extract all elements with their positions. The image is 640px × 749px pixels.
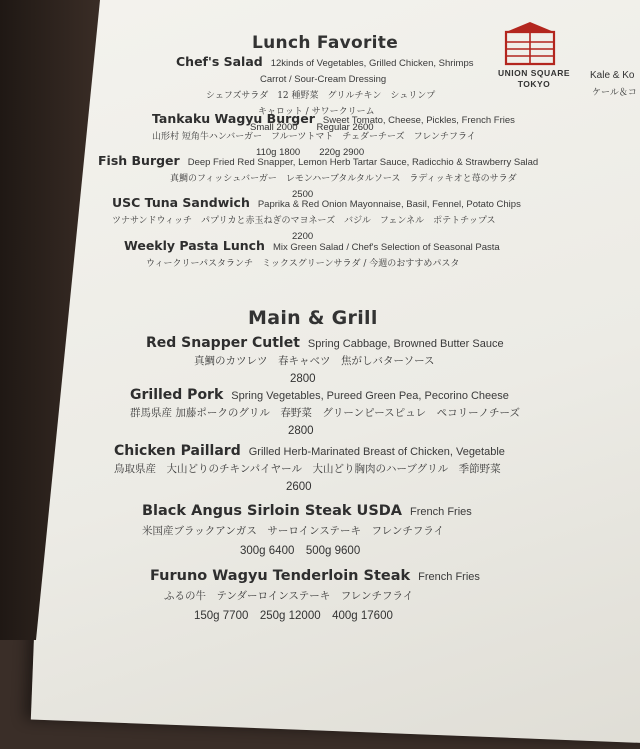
item-jp2: キャロット / サワークリーム: [258, 107, 375, 117]
item-name: USC Tuna Sandwich: [112, 195, 250, 210]
logo-line2: TOKYO: [517, 79, 551, 89]
item-desc: Paprika & Red Onion Mayonnaise, Basil, Fennel, Potato Chips: [257, 199, 521, 210]
item-jp: 鳥取県産 大山どりのチキンパイヤール 大山どり胸肉のハーブグリル 季節野菜: [114, 463, 501, 475]
item-desc: French Fries: [410, 506, 472, 518]
item-desc: Spring Vegetables, Pureed Green Pea, Pecorino Cheese: [231, 390, 509, 402]
menu-item-tuna-sandwich: [112, 196, 521, 244]
item-jp: 真鯛のフィッシュバーガー レモンハーブタルタルソース ラディッキオと苺のサラダ: [170, 174, 517, 184]
menu-item-wagyu-burger: [152, 112, 515, 160]
item-name: Chef's Salad: [176, 54, 263, 69]
item-jp: ウィークリーパスタランチ ミックスグリーンサラダ / 今週のおすすめパスタ: [146, 259, 460, 269]
item-jp: ツナサンドウィッチ パプリカと赤玉ねぎのマヨネーズ バジル フェンネル ポテトチップス: [112, 216, 496, 226]
item-name: Tankaku Wagyu Burger: [152, 111, 315, 126]
item-price: Small 2000 Regular 2600: [250, 122, 374, 133]
item-price: 2800: [288, 425, 314, 437]
item-price: 2500: [292, 189, 314, 200]
menu-item-red-snapper: [146, 335, 504, 388]
item-name: Chicken Paillard: [114, 443, 241, 459]
item-jp: 群馬県産 加藤ポークのグリル 春野菜 グリーンピースピュレ ペコリーノチーズ: [130, 407, 520, 419]
logo-line1: UNION SQUARE: [497, 68, 571, 78]
lunch-section-title: Lunch Favorite: [252, 33, 399, 53]
menu-item-black-angus: [142, 502, 472, 561]
main-section-title: Main & Grill: [248, 307, 378, 329]
menu-item-weekly-pasta: [124, 239, 500, 271]
item-name: Weekly Pasta Lunch: [124, 238, 265, 253]
item-jp: 真鯛のカツレツ 春キャベツ 焦がしバターソース: [194, 355, 435, 367]
item-desc: Spring Cabbage, Browned Butter Sauce: [307, 338, 504, 350]
union-square-logo: [500, 22, 560, 66]
item-desc: Grilled Herb-Marinated Breast of Chicken, Vegetable: [248, 446, 505, 458]
item-desc: Deep Fried Red Snapper, Lemon Herb Tartar Sauce, Radicchio & Strawberry Salad: [187, 157, 539, 168]
item-name: Furuno Wagyu Tenderloin Steak: [150, 568, 411, 584]
item-jp: ふるの牛 テンダーロインステーキ フレンチフライ: [164, 590, 414, 602]
item-jp: 山形村 短角牛ハンバーガー フルーツトマト チェダーチーズ フレンチフライ: [152, 132, 476, 142]
menu-item-furuno-wagyu: [150, 567, 480, 626]
item-price: 150g 7700 250g 12000 400g 17600: [194, 610, 393, 622]
item-price: 300g 6400 500g 9600: [240, 545, 361, 557]
item-jp: 米国産ブラックアンガス サーロインステーキ フレンチフライ: [142, 525, 445, 537]
item-name: Black Angus Sirloin Steak USDA: [142, 503, 403, 519]
item-desc: French Fries: [418, 571, 480, 583]
item-name: Red Snapper Cutlet: [146, 335, 300, 351]
item-desc: Sweet Tomato, Cheese, Pickles, French Fries: [322, 115, 515, 126]
side-item-jp: ケール＆コ: [592, 88, 637, 98]
side-item-label: Kale & Ko: [590, 70, 635, 81]
menu-item-chicken-paillard: [114, 443, 505, 496]
item-desc: 12kinds of Vegetables, Grilled Chicken, Shrimps: [270, 58, 474, 69]
item-name: Grilled Pork: [130, 387, 224, 403]
item-desc2: Carrot / Sour-Cream Dressing: [260, 74, 387, 85]
item-desc: Mix Green Salad / Chef's Selection of Seasonal Pasta: [272, 242, 500, 253]
menu-item-grilled-pork: [130, 387, 520, 440]
item-name: Fish Burger: [98, 153, 180, 168]
item-price: 2200: [292, 231, 314, 242]
item-price: 2800: [290, 373, 316, 385]
item-price: 110g 1800 220g 2900: [256, 147, 365, 158]
item-price: 2600: [286, 481, 312, 493]
item-jp: シェフズサラダ 12 種野菜 グリルチキン シュリンプ: [206, 91, 436, 101]
